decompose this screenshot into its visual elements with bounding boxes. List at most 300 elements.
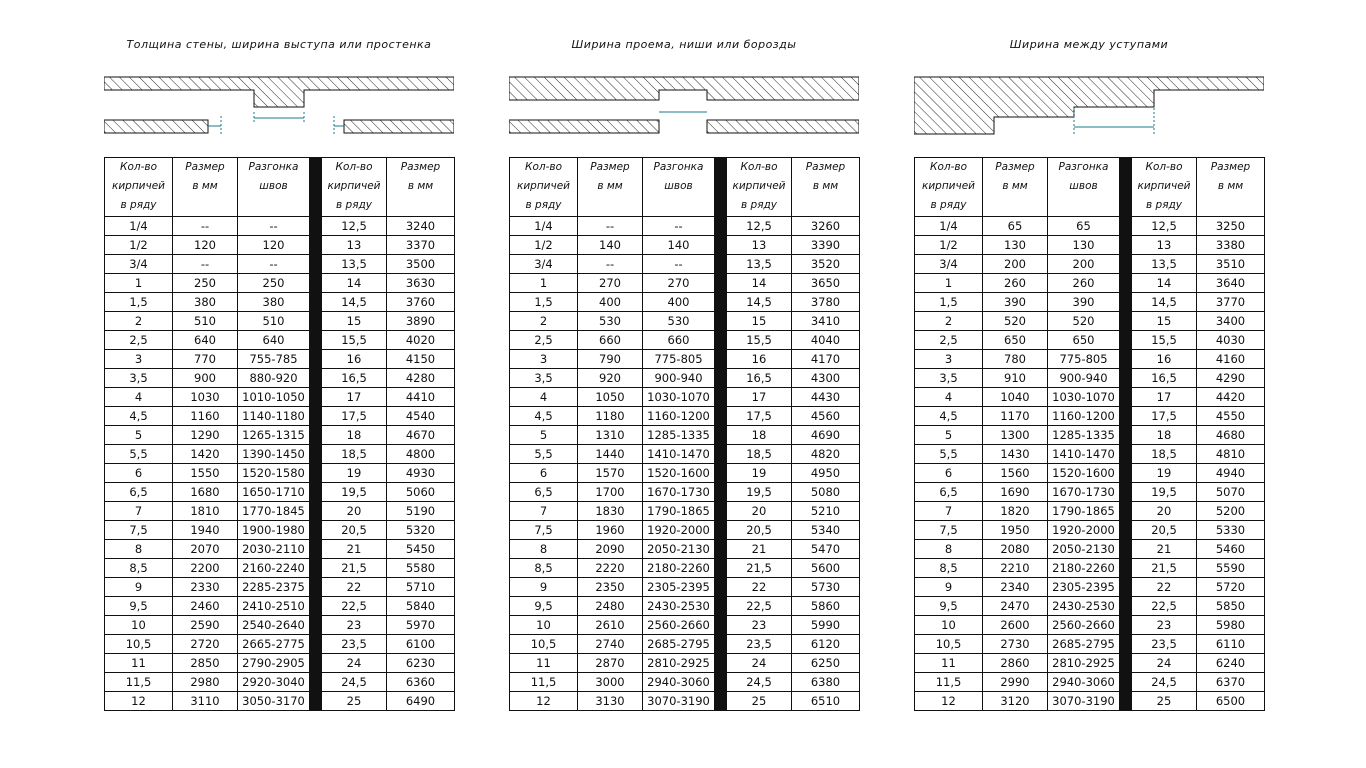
cell-spread: 140 (643, 236, 715, 255)
table-row (105, 312, 455, 331)
separator (1120, 692, 1132, 711)
cell-spread: 2810-2925 (1048, 654, 1120, 673)
cell-size: 2610 (578, 616, 643, 635)
table-row (510, 635, 860, 654)
cell-size-2: 4170 (792, 350, 860, 369)
table-row (105, 217, 455, 236)
cell-size-2: 5450 (387, 540, 455, 559)
cell-count-2: 16 (1132, 350, 1197, 369)
separator (310, 158, 322, 217)
cell-spread: 2180-2260 (1048, 559, 1120, 578)
table-row (915, 521, 1265, 540)
cell-size-2: 6230 (387, 654, 455, 673)
cell-size: 650 (983, 331, 1048, 350)
cell-spread: 1010-1050 (238, 388, 310, 407)
cell-count-2: 22 (1132, 578, 1197, 597)
cell-size: 2730 (983, 635, 1048, 654)
cell-spread: 660 (643, 331, 715, 350)
separator (715, 464, 727, 483)
cell-count: 1/2 (105, 236, 173, 255)
cell-count-2: 18,5 (322, 445, 387, 464)
cell-count-2: 19,5 (322, 483, 387, 502)
separator (715, 597, 727, 616)
data-table (914, 157, 1265, 711)
table-row (915, 578, 1265, 597)
cell-count: 2 (510, 312, 578, 331)
cell-size-2: 3760 (387, 293, 455, 312)
separator (1120, 502, 1132, 521)
table-row (915, 350, 1265, 369)
cell-count: 2,5 (915, 331, 983, 350)
cell-size-2: 5200 (1197, 502, 1265, 521)
cell-spread: 650 (1048, 331, 1120, 350)
table-row (915, 293, 1265, 312)
cell-spread: 1900-1980 (238, 521, 310, 540)
cell-size: 920 (578, 369, 643, 388)
cell-size: 3130 (578, 692, 643, 711)
header-count: Кол-во кирпичей в ряду (510, 158, 578, 217)
cell-count: 10 (915, 616, 983, 635)
header-count-2: Кол-во кирпичей в ряду (322, 158, 387, 217)
cell-count: 1,5 (105, 293, 173, 312)
cell-size-2: 5590 (1197, 559, 1265, 578)
separator (1120, 407, 1132, 426)
cell-count-2: 16 (322, 350, 387, 369)
table-row (510, 521, 860, 540)
cell-count: 7 (105, 502, 173, 521)
cell-size: -- (173, 217, 238, 236)
table-row (105, 673, 455, 692)
cell-size: 120 (173, 236, 238, 255)
data-table (509, 157, 860, 711)
table-row (915, 502, 1265, 521)
cell-spread: 2940-3060 (643, 673, 715, 692)
cell-size-2: 3400 (1197, 312, 1265, 331)
table-row (510, 274, 860, 293)
cell-count: 6,5 (915, 483, 983, 502)
table-row (510, 407, 860, 426)
wall-section-diagram (104, 72, 454, 142)
table-row (915, 464, 1265, 483)
cell-size-2: 6370 (1197, 673, 1265, 692)
cell-count: 8 (105, 540, 173, 559)
cell-size: 2980 (173, 673, 238, 692)
cell-size: 1300 (983, 426, 1048, 445)
separator (715, 426, 727, 445)
cell-count: 10 (105, 616, 173, 635)
cell-count: 11 (105, 654, 173, 673)
cell-spread: 2410-2510 (238, 597, 310, 616)
cell-count: 4,5 (510, 407, 578, 426)
cell-size: 520 (983, 312, 1048, 331)
cell-size: 1030 (173, 388, 238, 407)
separator (715, 350, 727, 369)
cell-size: 510 (173, 312, 238, 331)
cell-size: 1180 (578, 407, 643, 426)
header-spread: Разгонка швов (1048, 158, 1120, 217)
table-row (105, 255, 455, 274)
cell-count-2: 24 (1132, 654, 1197, 673)
cell-size: 1440 (578, 445, 643, 464)
cell-spread: -- (643, 217, 715, 236)
cell-count-2: 19 (1132, 464, 1197, 483)
separator (715, 369, 727, 388)
cell-size-2: 4030 (1197, 331, 1265, 350)
header-size: Размер в мм (173, 158, 238, 217)
cell-size-2: 3630 (387, 274, 455, 293)
cell-count: 6,5 (105, 483, 173, 502)
cell-count: 4 (105, 388, 173, 407)
cell-size: 130 (983, 236, 1048, 255)
cell-count: 10,5 (105, 635, 173, 654)
cell-count: 1 (105, 274, 173, 293)
cell-count-2: 17 (727, 388, 792, 407)
table-row (105, 635, 455, 654)
cell-size-2: 5190 (387, 502, 455, 521)
table-row (105, 692, 455, 711)
cell-count-2: 12,5 (322, 217, 387, 236)
cell-count: 8 (510, 540, 578, 559)
separator (715, 483, 727, 502)
cell-size: 400 (578, 293, 643, 312)
cell-size: -- (578, 255, 643, 274)
cell-size: 140 (578, 236, 643, 255)
separator (310, 445, 322, 464)
cell-count-2: 25 (322, 692, 387, 711)
separator (715, 274, 727, 293)
cell-size: 2210 (983, 559, 1048, 578)
separator (1120, 464, 1132, 483)
cell-count: 12 (915, 692, 983, 711)
separator (1120, 350, 1132, 369)
table-row (105, 331, 455, 350)
separator (715, 673, 727, 692)
cell-count-2: 18 (322, 426, 387, 445)
cell-spread: 1670-1730 (1048, 483, 1120, 502)
cell-count-2: 21,5 (727, 559, 792, 578)
cell-size: 770 (173, 350, 238, 369)
cell-count: 11,5 (915, 673, 983, 692)
header-count-2: Кол-во кирпичей в ряду (727, 158, 792, 217)
opening-section-diagram (509, 72, 859, 142)
cell-size: 1810 (173, 502, 238, 521)
cell-size-2: 3260 (792, 217, 860, 236)
cell-size: 1420 (173, 445, 238, 464)
cell-size: 1820 (983, 502, 1048, 521)
cell-count: 9 (105, 578, 173, 597)
cell-spread: 1265-1315 (238, 426, 310, 445)
cell-size-2: 5970 (387, 616, 455, 635)
cell-spread: 520 (1048, 312, 1120, 331)
cell-size: 2070 (173, 540, 238, 559)
table-row (105, 540, 455, 559)
table-row (915, 616, 1265, 635)
cell-count-2: 14 (1132, 274, 1197, 293)
cell-count-2: 20 (322, 502, 387, 521)
cell-size-2: 5060 (387, 483, 455, 502)
cell-size-2: 5730 (792, 578, 860, 597)
cell-size-2: 5470 (792, 540, 860, 559)
table-row (105, 483, 455, 502)
cell-spread: 1285-1335 (1048, 426, 1120, 445)
separator (1120, 673, 1132, 692)
table-row (510, 597, 860, 616)
cell-count: 3/4 (915, 255, 983, 274)
cell-spread: 3050-3170 (238, 692, 310, 711)
cell-size: -- (578, 217, 643, 236)
cell-count: 4,5 (105, 407, 173, 426)
table-row (510, 293, 860, 312)
cell-count-2: 21 (1132, 540, 1197, 559)
cell-size-2: 4430 (792, 388, 860, 407)
cell-spread: 2940-3060 (1048, 673, 1120, 692)
cell-count: 1/2 (510, 236, 578, 255)
cell-size-2: 4290 (1197, 369, 1265, 388)
separator (715, 616, 727, 635)
cell-size: 1550 (173, 464, 238, 483)
cell-size-2: 4560 (792, 407, 860, 426)
cell-spread: 260 (1048, 274, 1120, 293)
cell-spread: 1790-1865 (1048, 502, 1120, 521)
separator (1120, 578, 1132, 597)
cell-count-2: 20 (727, 502, 792, 521)
table-row (105, 445, 455, 464)
cell-spread: 1160-1200 (1048, 407, 1120, 426)
cell-count-2: 20,5 (727, 521, 792, 540)
separator (310, 540, 322, 559)
header-count: Кол-во кирпичей в ряду (105, 158, 173, 217)
separator (715, 331, 727, 350)
header-row (915, 158, 1265, 217)
cell-count-2: 22,5 (1132, 597, 1197, 616)
separator (310, 274, 322, 293)
cell-spread: 2560-2660 (643, 616, 715, 635)
table-row (915, 559, 1265, 578)
separator (1120, 217, 1132, 236)
table-row (510, 464, 860, 483)
table-row (105, 464, 455, 483)
cell-spread: -- (238, 255, 310, 274)
cell-count: 7,5 (105, 521, 173, 540)
cell-size-2: 5320 (387, 521, 455, 540)
cell-count: 11 (915, 654, 983, 673)
cell-spread: 1650-1710 (238, 483, 310, 502)
cell-count: 8 (915, 540, 983, 559)
cell-count-2: 23 (727, 616, 792, 635)
cell-spread: 3070-3190 (643, 692, 715, 711)
separator (715, 255, 727, 274)
header-row (510, 158, 860, 217)
cell-size-2: 3380 (1197, 236, 1265, 255)
cell-count: 1,5 (915, 293, 983, 312)
separator (1120, 445, 1132, 464)
cell-count: 8,5 (105, 559, 173, 578)
cell-count-2: 17,5 (322, 407, 387, 426)
cell-count-2: 23,5 (727, 635, 792, 654)
table-row (105, 293, 455, 312)
table-row (105, 407, 455, 426)
cell-size-2: 5840 (387, 597, 455, 616)
cell-count: 5,5 (915, 445, 983, 464)
cell-size-2: 5330 (1197, 521, 1265, 540)
cell-count: 9,5 (915, 597, 983, 616)
cell-count: 2,5 (105, 331, 173, 350)
header-count: Кол-во кирпичей в ряду (915, 158, 983, 217)
cell-count: 7,5 (510, 521, 578, 540)
cell-size: 390 (983, 293, 1048, 312)
table-row (105, 597, 455, 616)
cell-count: 1/4 (915, 217, 983, 236)
table-row (915, 673, 1265, 692)
table-row (510, 255, 860, 274)
separator (715, 692, 727, 711)
table-row (510, 350, 860, 369)
cell-size-2: 4020 (387, 331, 455, 350)
header-size: Размер в мм (578, 158, 643, 217)
cell-count-2: 16,5 (727, 369, 792, 388)
separator (1120, 540, 1132, 559)
separator (1120, 654, 1132, 673)
table-row (105, 350, 455, 369)
cell-size: 380 (173, 293, 238, 312)
cell-size-2: 5860 (792, 597, 860, 616)
cell-count: 5 (510, 426, 578, 445)
cell-size-2: 3370 (387, 236, 455, 255)
cell-size-2: 3650 (792, 274, 860, 293)
cell-size-2: 5460 (1197, 540, 1265, 559)
table-row (510, 559, 860, 578)
cell-count-2: 15,5 (1132, 331, 1197, 350)
cell-spread: 1030-1070 (1048, 388, 1120, 407)
cell-size-2: 4690 (792, 426, 860, 445)
cell-count-2: 14,5 (1132, 293, 1197, 312)
cell-size: 2470 (983, 597, 1048, 616)
table-row (915, 312, 1265, 331)
table-row (510, 654, 860, 673)
cell-size-2: 3520 (792, 255, 860, 274)
cell-size-2: 5580 (387, 559, 455, 578)
cell-spread: -- (643, 255, 715, 274)
cell-count: 4 (915, 388, 983, 407)
separator (310, 350, 322, 369)
cell-count-2: 22,5 (727, 597, 792, 616)
separator (310, 217, 322, 236)
cell-size: 1960 (578, 521, 643, 540)
separator (310, 312, 322, 331)
cell-spread: 2305-2395 (1048, 578, 1120, 597)
cell-count-2: 23,5 (322, 635, 387, 654)
cell-spread: 2305-2395 (643, 578, 715, 597)
cell-size-2: 5070 (1197, 483, 1265, 502)
cell-spread: 530 (643, 312, 715, 331)
cell-size-2: 4820 (792, 445, 860, 464)
separator (310, 673, 322, 692)
cell-size-2: 4680 (1197, 426, 1265, 445)
cell-size: 530 (578, 312, 643, 331)
cell-spread: 2685-2795 (1048, 635, 1120, 654)
cell-size-2: 4810 (1197, 445, 1265, 464)
header-spread: Разгонка швов (643, 158, 715, 217)
cell-size: 1830 (578, 502, 643, 521)
cell-size-2: 4150 (387, 350, 455, 369)
cell-count: 6 (510, 464, 578, 483)
cell-spread: 640 (238, 331, 310, 350)
cell-count-2: 14,5 (727, 293, 792, 312)
cell-count-2: 19,5 (727, 483, 792, 502)
cell-count-2: 23 (1132, 616, 1197, 635)
cell-count: 7,5 (915, 521, 983, 540)
cell-spread: 200 (1048, 255, 1120, 274)
table-row (105, 578, 455, 597)
separator (1120, 388, 1132, 407)
cell-spread: 510 (238, 312, 310, 331)
cell-count: 7 (915, 502, 983, 521)
cell-spread: 1670-1730 (643, 483, 715, 502)
cell-count-2: 15 (727, 312, 792, 331)
cell-spread: 1920-2000 (1048, 521, 1120, 540)
table-row (510, 483, 860, 502)
cell-size: 65 (983, 217, 1048, 236)
cell-size-2: 4950 (792, 464, 860, 483)
cell-size-2: 6110 (1197, 635, 1265, 654)
table-row (510, 217, 860, 236)
cell-count: 10,5 (915, 635, 983, 654)
cell-count-2: 24 (322, 654, 387, 673)
cell-count-2: 22,5 (322, 597, 387, 616)
cell-size-2: 4670 (387, 426, 455, 445)
cell-count-2: 16 (727, 350, 792, 369)
cell-count-2: 24,5 (322, 673, 387, 692)
cell-spread: 2685-2795 (643, 635, 715, 654)
cell-count-2: 23,5 (1132, 635, 1197, 654)
panel-wall-thickness (104, 0, 454, 768)
cell-size-2: 6120 (792, 635, 860, 654)
cell-size-2: 4800 (387, 445, 455, 464)
cell-size: 2220 (578, 559, 643, 578)
cell-size-2: 3890 (387, 312, 455, 331)
separator (310, 255, 322, 274)
cell-size-2: 4540 (387, 407, 455, 426)
cell-count-2: 24,5 (727, 673, 792, 692)
separator (1120, 483, 1132, 502)
cell-count-2: 13,5 (322, 255, 387, 274)
cell-spread: 1520-1580 (238, 464, 310, 483)
cell-count: 9,5 (510, 597, 578, 616)
cell-spread: 1285-1335 (643, 426, 715, 445)
table-body (105, 217, 455, 711)
cell-size-2: 3770 (1197, 293, 1265, 312)
panel-ledge-width (914, 0, 1264, 768)
cell-size: 3120 (983, 692, 1048, 711)
separator (715, 559, 727, 578)
table-row (915, 217, 1265, 236)
cell-count-2: 21 (727, 540, 792, 559)
cell-size: 1050 (578, 388, 643, 407)
separator (715, 158, 727, 217)
cell-size: 2480 (578, 597, 643, 616)
cell-size: 1680 (173, 483, 238, 502)
table-row (510, 445, 860, 464)
cell-count: 6 (105, 464, 173, 483)
separator (1120, 521, 1132, 540)
ledge-section-diagram (914, 72, 1264, 142)
cell-size: 1940 (173, 521, 238, 540)
separator (1120, 255, 1132, 274)
cell-spread: 1140-1180 (238, 407, 310, 426)
separator (1120, 158, 1132, 217)
table-row (915, 236, 1265, 255)
cell-count-2: 15 (322, 312, 387, 331)
